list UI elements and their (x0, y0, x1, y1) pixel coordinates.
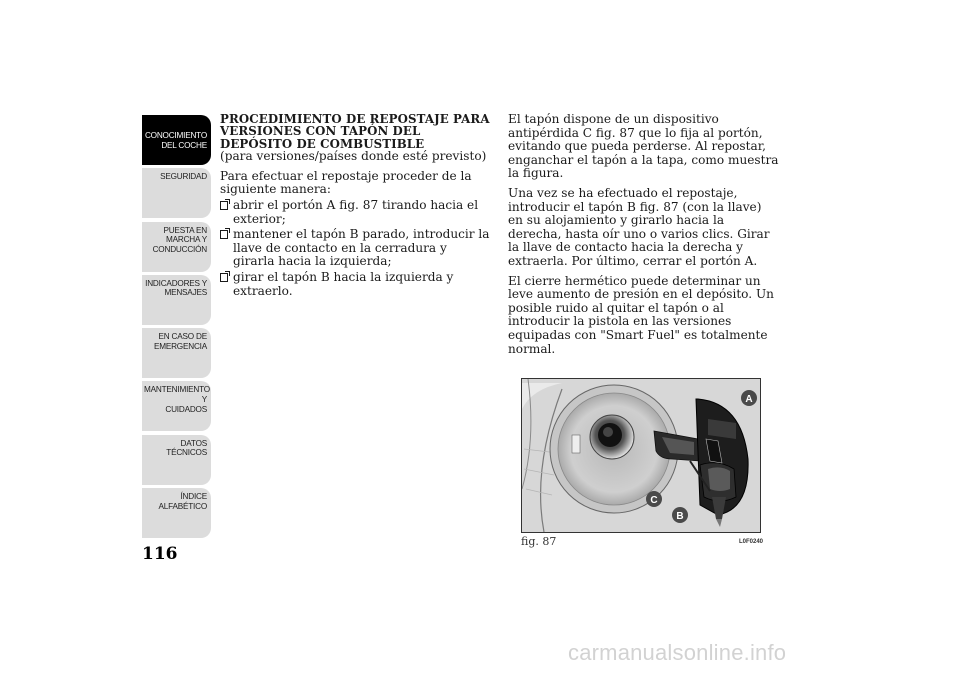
tab-indicadores-mensajes[interactable]: INDICADORES Y MENSAJES (142, 275, 211, 325)
step-item (220, 271, 492, 298)
step-text: abrir el portón A fig. 87 tirando hacia el exterior; (233, 198, 479, 226)
paragraph: El tapón dispone de un dispositivo antipérdida C fig. 87 que lo fija al portón, evitando que pueda perderse. Al repostar, enganchar el tapón a la tapa, como muestra la figura. (508, 112, 779, 181)
intro-paragraph: Para efectuar el repostaje proceder de la siguiente manera: (220, 168, 472, 197)
left-column (220, 113, 492, 300)
section-heading: PROCEDIMIENTO DE REPOSTAJE PARA VERSIONES CON TAPÓN DEL DEPÓSITO DE COMBUSTIBLE (220, 112, 490, 151)
fuel-door-illustration (521, 378, 761, 533)
chapter-tabs (142, 115, 211, 541)
checkbox-bullet-icon (220, 230, 228, 239)
step-item (220, 228, 492, 269)
tab-datos-tecnicos[interactable]: DATOS TÉCNICOS (142, 435, 211, 485)
tab-seguridad[interactable]: SEGURIDAD (142, 168, 211, 218)
figure-code: L0F0240 (739, 539, 764, 545)
tab-mantenimiento-cuidados[interactable]: MANTENIMIENTO Y CUIDADOS (142, 381, 211, 431)
right-column (508, 113, 780, 362)
callout-a: A (745, 394, 753, 405)
paragraph: Una vez se ha efectuado el repostaje, introducir el tapón B fig. 87 (con la llave) en su alojamiento y girarlo hacia la derecha, hasta oír uno o varios clics. Girar la llave de contacto hacia la derecha y extraerla. Por último, cerrar el portón A. (508, 185, 770, 268)
page-number: 116 (142, 544, 178, 564)
tab-en-caso-de-emergencia[interactable]: EN CASO DE EMERGENCIA (142, 328, 211, 378)
callout-b: B (676, 511, 684, 522)
fuel-cap-drawing (522, 379, 760, 532)
tab-conocimiento-del-coche[interactable]: CONOCIMIENTO DEL COCHE (142, 115, 211, 165)
checkbox-bullet-icon (220, 201, 228, 210)
tab-indice-alfabetico[interactable]: ÍNDICE ALFABÉTICO (142, 488, 211, 538)
callout-c: C (650, 495, 658, 506)
watermark: carmanualsonline.info (568, 640, 787, 665)
figure-caption: fig. 87 (521, 535, 557, 548)
tab-puesta-en-marcha[interactable]: PUESTA EN MARCHA Y CONDUCCIÓN (142, 222, 211, 272)
checkbox-bullet-icon (220, 273, 228, 282)
paragraph: El cierre hermético puede determinar un leve aumento de presión en el depósito. Un posible ruido al quitar el tapón o al introducir la pistola en las versiones equipadas con "Smart Fuel" es totalmente normal. (508, 273, 774, 356)
step-item (220, 199, 492, 226)
step-text: girar el tapón B hacia la izquierda y extraerlo. (233, 269, 454, 298)
step-text: mantener el tapón B parado, introducir la llave de contacto en la cerradura y girarla hacia la izquierda; (233, 227, 490, 269)
section-subheading: (para versiones/países donde esté previsto) (220, 149, 487, 164)
